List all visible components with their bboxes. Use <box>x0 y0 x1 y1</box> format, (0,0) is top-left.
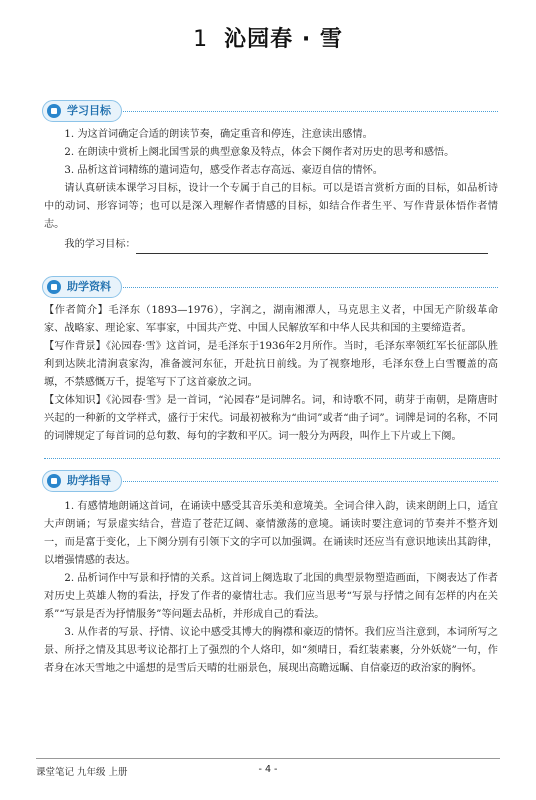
genre-knowledge-text: 《沁园春·雪》是一首词，“沁园春”是词牌名。词，和诗歌不同，萌芽于南朝，是隋唐时兴起的一种新的文学样式，盛行于宋代。词最初被称为“曲词”或者“曲子词”。词牌是词的名称，不同的词牌规定了每首词的总句数、每句的字数和平仄。词一般分为两段，叫作上下片或上下阕。 <box>44 395 498 442</box>
guide-section <box>44 470 498 678</box>
resources-header <box>44 276 498 298</box>
objectives-heading: 学习目标 <box>67 104 111 117</box>
dotted-divider <box>74 481 498 482</box>
writing-background-text: 《沁园春·雪》这首词，是毛泽东于1936年2月所作。当时，毛泽东率领红军长征部队胜利到达陕北清涧袁家沟，准备渡河东征，开赴抗日前线。为了视察地形，毛泽东登上白雪覆盖的高塬，不禁感慨万千，提笔写下了这首豪放之词。 <box>44 341 499 388</box>
resources-heading: 助学资料 <box>67 280 111 293</box>
objectives-header <box>44 100 498 122</box>
author-intro-text: 毛泽东（1893—1976），字润之，湖南湘潭人，马克思主义者，中国无产阶级革命家、战略家、理论家、军事家，中国共产党、中国人民解放军和中华人民共和国的主要缔造者。 <box>44 305 499 334</box>
genre-knowledge <box>44 392 498 446</box>
guide-header <box>44 470 498 492</box>
book-icon <box>47 104 61 118</box>
section-divider <box>44 458 500 459</box>
my-goal-row <box>44 236 498 254</box>
my-goal-input-line[interactable] <box>136 241 488 254</box>
resources-section <box>44 276 498 446</box>
page-number: - 4 - <box>258 764 278 775</box>
book-icon <box>47 474 61 488</box>
objective-instruction: 请认真研读本课学习目标，设计一个专属于自己的目标。可以是语言赏析方面的目标，如品析诗中的动词、形容词等；也可以是深入理解作者情感的目标，如结合作者生平、写作背景体悟作者情志。 <box>44 183 498 230</box>
book-title: 课堂笔记 九年级 上册 <box>36 767 128 778</box>
writing-background <box>44 338 498 392</box>
guide-heading: 助学指导 <box>67 474 111 487</box>
objectives-section <box>44 100 498 254</box>
my-goal-label: 我的学习目标： <box>64 239 136 250</box>
lesson-number: 1 <box>193 27 209 52</box>
page-footer <box>36 764 500 780</box>
guide-item: 2. 品析词作中写景和抒情的关系。这首词上阕选取了北国的典型景物塑造画面，下阕表达了作者对历史上英雄人物的看法，抒发了作者的豪情壮志。我们应当思考“写景与抒情之间有怎样的内在关系”“写景是否为抒情服务”等问题去品析，并形成自己的看法。 <box>44 573 498 620</box>
objective-item: 2. 在朗读中赏析上阕北国雪景的典型意象及特点，体会下阕作者对历史的思考和感悟。 <box>64 147 455 158</box>
page-title <box>0 22 536 53</box>
author-intro <box>44 302 498 338</box>
author-intro-tag: 【作者简介】 <box>44 305 109 316</box>
objective-item: 1. 为这首词确定合适的朗读节奏，确定重音和停连，注意读出感情。 <box>64 129 373 140</box>
dotted-divider <box>74 287 498 288</box>
writing-background-tag: 【写作背景】 <box>44 341 106 352</box>
guide-item: 3. 从作者的写景、抒情、议论中感受其博大的胸襟和豪迈的情怀。我们应当注意到，本词所写之景、所抒之情及其思考议论都打上了强烈的个人烙印，如“须晴日，看红装素裹，分外妖娆”一句，作者身在冰天雪地之中遥想的是雪后天晴的壮丽景色，展现出高瞻远瞩、自信豪迈的政治家的胸怀。 <box>44 627 498 674</box>
dotted-divider <box>74 111 498 112</box>
genre-knowledge-tag: 【文体知识】 <box>44 395 107 406</box>
objective-item: 3. 品析这首词精练的遣词造句，感受作者志存高远、豪迈自信的情怀。 <box>64 165 383 176</box>
lesson-title: 沁园春 · 雪 <box>224 27 343 52</box>
footer-rule <box>36 758 500 759</box>
objectives-badge <box>42 100 122 122</box>
resources-badge <box>42 276 122 298</box>
book-icon <box>47 280 61 294</box>
guide-badge <box>42 470 122 492</box>
guide-item: 1. 有感情地朗诵这首词，在诵读中感受其音乐美和意境美。全词合律入韵，读来朗朗上口，适宜大声朗诵；写景虚实结合，营造了苍茫辽阔、豪情激荡的意境。诵读时要注意词的节奏并不整齐划一，而是富于变化，上下阕分别有引领下文的字可以加强调。在诵读时还应当有意识地读出其韵律，以增强情感的表达。 <box>44 501 498 566</box>
